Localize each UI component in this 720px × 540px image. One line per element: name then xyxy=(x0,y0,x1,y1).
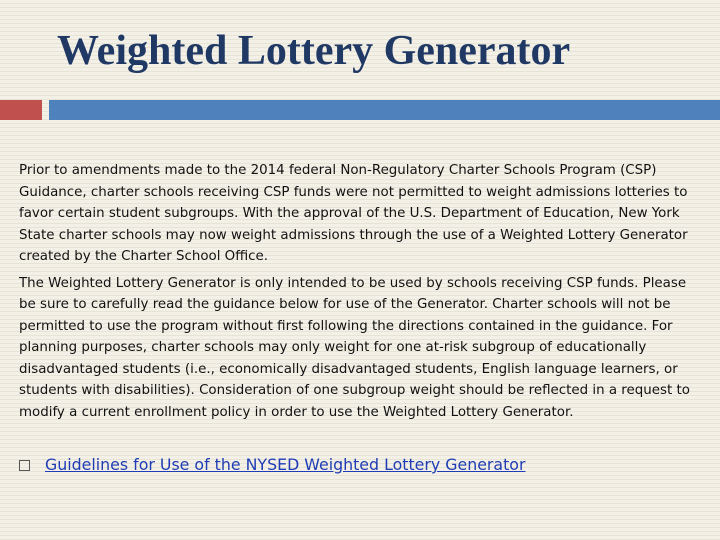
accent-bar-red xyxy=(0,100,42,120)
square-bullet-icon xyxy=(19,460,30,471)
paragraph-guidance-part3: subgroup weight should be reflected in a request to modify a current enrollment policy in order to use the Weighted Lottery Generator. xyxy=(19,383,690,420)
paragraph-guidance-part2: at-risk subgroup of educationally disadvantaged students (i.e., economically disadvantaged students, English language learners, or students with disabilities). Consideration of xyxy=(19,340,678,398)
content-body xyxy=(19,160,705,428)
accent-bar-blue xyxy=(49,100,720,120)
slide-title: Weighted Lottery Generator xyxy=(57,28,571,74)
paragraph-intro: Prior to amendments made to the 2014 federal Non-Regulatory Charter Schools Program (CSP) Guidance, charter schools receiving CSP funds were not permitted to weight admissions lotteries to favor certain student subgroups. With the approval of the U.S. Department of Education, New York State charter schools may now weight admissions through the use of a Weighted Lottery Generator created by the Charter School Office. xyxy=(19,163,688,264)
bullet-item xyxy=(19,455,705,474)
guidelines-link[interactable]: Guidelines for Use of the NYSED Weighted Lottery Generator xyxy=(45,455,526,474)
paragraph-guidance-part1: The Weighted Lottery Generator is only intended to be used by schools receiving CSP funds. Please be sure to carefully read the guidance below for use of the Generator. Charter schools will not be permitted to use the program without first following the directions contained in the guidance. For planning purposes, charter schools may only weight for xyxy=(19,275,687,355)
emphasis-one-second: one xyxy=(313,383,339,398)
emphasis-one: one xyxy=(396,340,422,355)
paragraph-guidance xyxy=(19,273,705,424)
